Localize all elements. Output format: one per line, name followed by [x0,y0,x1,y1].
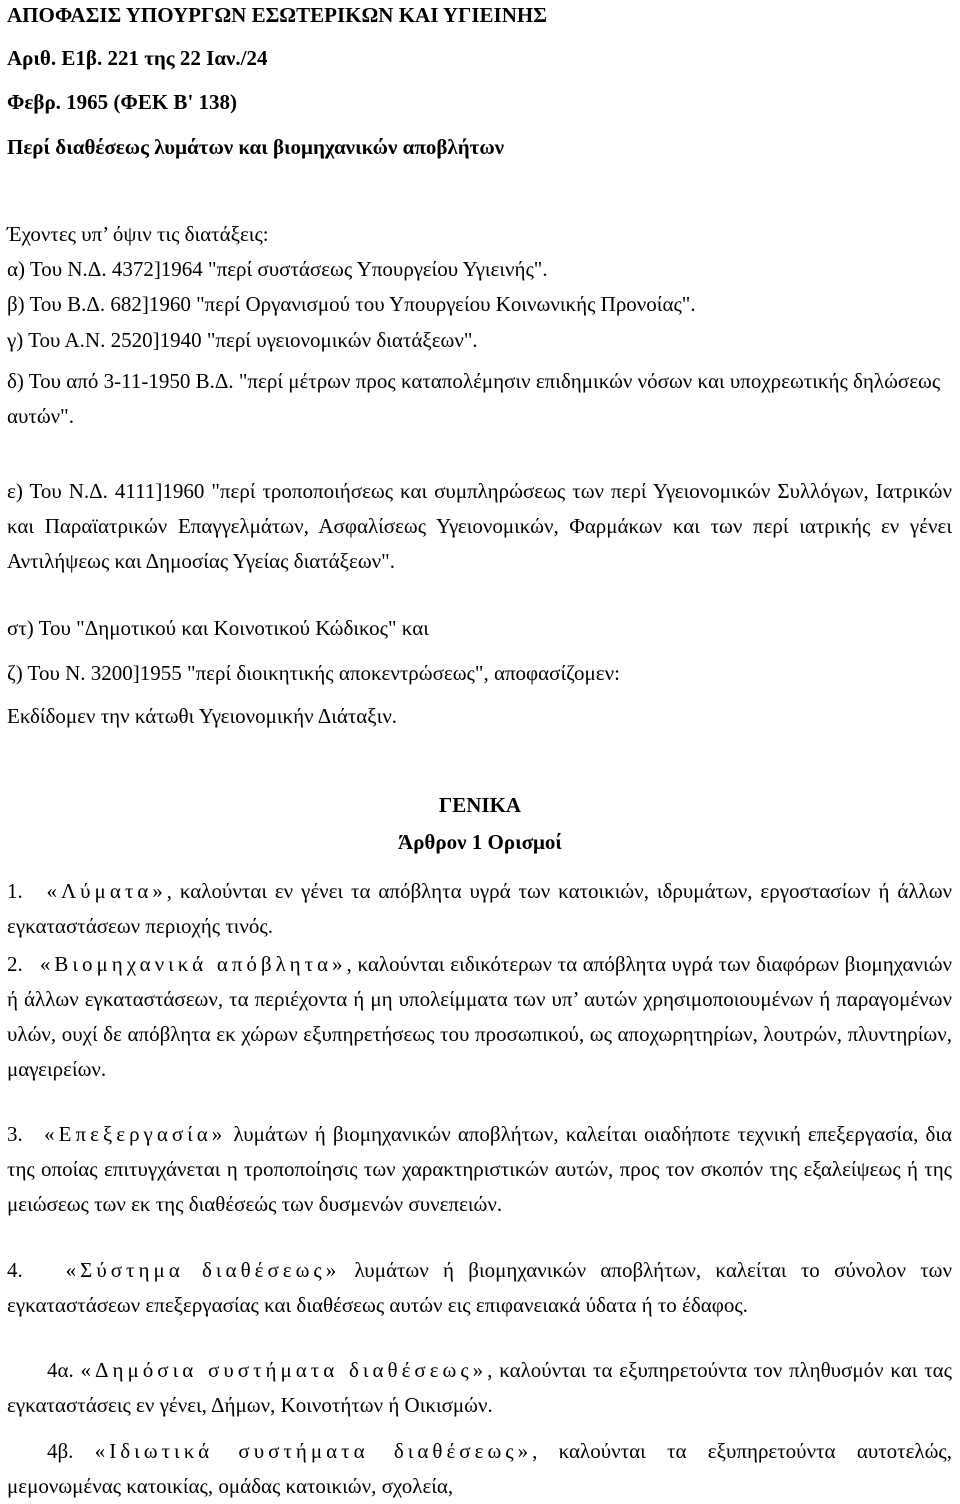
definition-text: , καλούνται τα εξυπηρετούντα τον πληθυσμόν και τας εγκαταστάσεις εν γένει, Δήμων, Κοινοτήτων ή Οικισμών. [7,1358,952,1417]
definition-text: λυμάτων ή βιομηχανικών αποβλήτων, καλείται οιαδήποτε τεχνική επεξεργασία, δια της οποίας επιτυγχάνεται η τροποποίησις των χαρακτηριστικών αυτών, προς τον σκοπόν της εξαλείψεως ή της μειώσεως των εκ της διαθέσεώς των δυσμενών συνεπειών. [7,1122,953,1216]
definition-4b [7,1434,952,1504]
definition-4a [7,1353,952,1423]
decision-number: Αριθ. Ε1β. 221 της 22 Ιαν./24 [7,46,268,70]
preamble-item-a: α) Του Ν.Δ. 4372]1964 "περί συστάσεως Υπουργείου Υγιεινής". [7,257,548,281]
section-title: ΓΕΝΙΚΑ [438,793,522,817]
gazette-reference: Φεβρ. 1965 (ΦΕΚ Β' 138) [7,90,238,114]
definition-number: 2. [7,952,23,976]
definition-term: «Βιομηχανικά απόβλητα» [39,952,347,976]
preamble-item-st: στ) Του "Δημοτικού και Κοινοτικού Κώδικος" και [7,616,429,640]
definition-2 [7,947,952,1087]
definition-term: «Λύματα» [46,879,167,903]
definition-text: λυμάτων ή βιομηχανικών αποβλήτων, καλείται το σύνολον των εγκαταστάσεων επεξεργασίας και διαθέσεως αυτών εις επιφανειακά ύδατα ή το έδαφος. [7,1258,952,1317]
definition-number: 4α. [47,1358,74,1382]
definition-3 [7,1117,952,1222]
definition-4 [7,1253,952,1323]
decision-title: ΑΠΟΦΑΣΙΣ ΥΠΟΥΡΓΩΝ ΕΣΩΤΕΡΙΚΩΝ ΚΑΙ ΥΓΙΕΙΝΗΣ [7,3,547,27]
definition-number: 4β. [47,1439,74,1463]
preamble-item-e: ε) Του Ν.Δ. 4111]1960 "περί τροποποιήσεως και συμπληρώσεως των περί Υγειονομικών Συλλόγων, Ιατρικών και Παραϊατρικών Επαγγελμάτων, Ασφαλίσεως Υγειονομικών, Φαρμάκων και των περί ιατρικής εν γένει Αντιλήψεως και Δημοσίας Υγείας διατάξεων". [7,479,952,573]
preamble-item-z: ζ) Του Ν. 3200]1955 "περί διοικητικής αποκεντρώσεως", αποφασίζομεν: [7,661,620,685]
definition-term: «Σύστημα διαθέσεως» [65,1258,341,1282]
preamble-item-c: γ) Του Α.Ν. 2520]1940 "περί υγειονομικών διατάξεων". [7,328,478,352]
definition-text: , καλούνται ειδικότερων τα απόβλητα υγρά των διαφόρων βιομηχανιών ή άλλων εγκαταστάσεων, τα περιέχοντα ή μη υπολείμματα των υπ’ αυτών χρησιμοποιουμένων ή παραγομένων υλών, ουχί δε απόβλητα εκ χώρων εξυπηρετήσεως του προσωπικού, ως αποχωρητηρίων, λουτρών, πλυντηρίων, μαγειρείων. [7,952,953,1081]
preamble-conclusion: Εκδίδομεν την κάτωθι Υγειονομικήν Διάταξιν. [7,704,398,728]
definition-term: «Ιδιωτικά συστήματα διαθέσεως» [94,1439,533,1463]
definition-number: 1. [7,879,23,903]
decision-subject: Περί διαθέσεως λυμάτων και βιομηχανικών αποβλήτων [7,135,505,159]
article-heading: Άρθρον 1 Ορισμοί [398,830,562,854]
definition-1 [7,874,952,944]
definition-number: 3. [7,1122,23,1146]
preamble-item-d: δ) Του από 3-11-1950 Β.Δ. "περί μέτρων προς καταπολέμησιν επιδημικών νόσων και υποχρεωτικής δηλώσεως αυτών". [7,369,941,428]
definition-text: , καλούνται εν γένει τα απόβλητα υγρά των κατοικιών, ιδρυμάτων, εργοστασίων ή άλλων εγκαταστάσεων περιοχής τινός. [7,879,953,938]
definition-number: 4. [7,1258,23,1282]
definition-text: , καλούνται τα εξυπηρετούντα αυτοτελώς, μεμονωμένας κατοικίας, ομάδας κατοικιών, σχολεία, [7,1439,952,1498]
definition-term: «Επεξεργασία» [44,1122,227,1146]
preamble-item-b: β) Του Β.Δ. 682]1960 "περί Οργανισμού του Υπουργείου Κοινωνικής Προνοίας". [7,292,696,316]
preamble-intro: Έχοντες υπ’ όψιν τις διατάξεις: [7,222,269,246]
definition-term: «Δημόσια συστήματα διαθέσεως» [80,1358,488,1382]
